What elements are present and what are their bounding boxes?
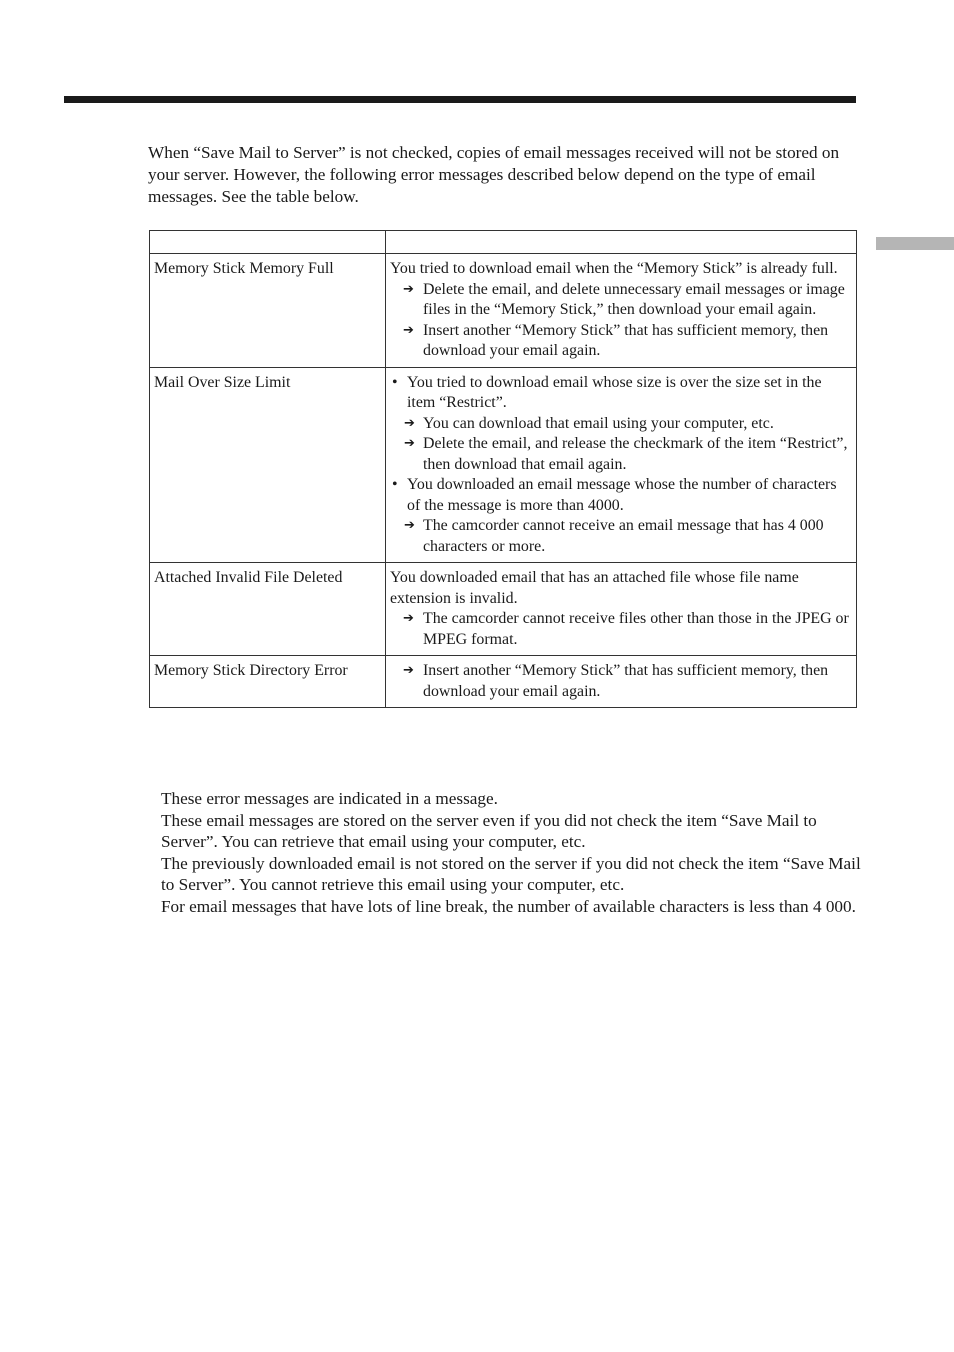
error-description-cell xyxy=(386,254,857,368)
note-item: For email messages that have lots of line break, the number of available characters is less than 4 000. xyxy=(161,896,856,916)
table-row xyxy=(150,563,857,656)
intro-paragraph: When “Save Mail to Server” is not checked, copies of email messages received will not be stored on your server. However, the following error messages described below depend on the type of email messages. See the table below. xyxy=(148,143,840,206)
remedy-text: Insert another “Memory Stick” that has sufficient memory, then download your email again. xyxy=(423,321,829,359)
description-text: You downloaded email that has an attached file whose file name extension is invalid. xyxy=(390,569,799,607)
table-row xyxy=(150,367,857,563)
error-message-cell: Memory Stick Directory Error xyxy=(150,656,386,708)
remedy-text: The camcorder cannot receive an email message that has 4 000 characters or more. xyxy=(423,517,824,555)
remedy-text: Insert another “Memory Stick” that has sufficient memory, then download your email again. xyxy=(423,662,829,700)
arrow-icon: ➔ xyxy=(404,415,415,431)
notes-section xyxy=(161,788,861,918)
cause-text: You downloaded an email message whose the number of characters of the message is more than 4000. xyxy=(407,476,837,514)
bullet-icon: • xyxy=(392,373,398,391)
arrow-icon: ➔ xyxy=(403,281,414,297)
error-message-cell: Attached Invalid File Deleted xyxy=(150,563,386,656)
remedy-item xyxy=(390,609,852,650)
remedy-item xyxy=(404,434,852,475)
bullet-icon: • xyxy=(392,476,398,493)
remedy-item xyxy=(390,661,852,702)
remedy-text: You can download that email using your computer, etc. xyxy=(423,414,774,432)
arrow-icon: ➔ xyxy=(403,322,414,338)
header-rule xyxy=(64,96,856,103)
table-header-row xyxy=(150,231,857,254)
error-message-cell: Memory Stick Memory Full xyxy=(150,254,386,368)
error-message-cell: Mail Over Size Limit xyxy=(150,367,386,563)
remedy-item xyxy=(404,516,852,557)
cause-text: You tried to download email whose size is over the size set in the item “Restrict”. xyxy=(407,373,822,411)
remedy-item xyxy=(390,280,852,321)
arrow-icon: ➔ xyxy=(403,611,414,626)
remedy-text: Delete the email, and delete unnecessary email messages or image files in the “Memory Stick,” then download your email again. xyxy=(423,280,845,318)
table-row xyxy=(150,254,857,368)
note-item: These error messages are indicated in a message. xyxy=(161,789,498,808)
cause-item xyxy=(390,373,852,476)
note-item: The previously downloaded email is not stored on the server if you did not check the item “Save Mail to Server”. You cannot retrieve this email using your computer, etc. xyxy=(161,853,861,895)
section-tab-marker xyxy=(876,237,954,250)
cause-item xyxy=(390,475,852,557)
header-cell-message xyxy=(150,231,386,254)
arrow-icon: ➔ xyxy=(404,436,415,451)
header-cell-description xyxy=(386,231,857,254)
remedy-text: The camcorder cannot receive files other than those in the JPEG or MPEG format. xyxy=(423,610,849,648)
remedy-item xyxy=(390,321,852,362)
remedy-item xyxy=(404,414,852,435)
description-text: You tried to download email when the “Memory Stick” is already full. xyxy=(390,260,838,277)
error-description-cell xyxy=(386,656,857,708)
error-table xyxy=(149,230,857,708)
note-item: These email messages are stored on the server even if you did not check the item “Save Mail to Server”. You can retrieve that email using your computer, etc. xyxy=(161,810,817,852)
arrow-icon: ➔ xyxy=(403,663,414,678)
arrow-icon: ➔ xyxy=(404,518,415,533)
error-description-cell xyxy=(386,563,857,656)
table-row xyxy=(150,656,857,708)
remedy-text: Delete the email, and release the checkmark of the item “Restrict”, then download that email again. xyxy=(423,435,848,473)
error-description-cell xyxy=(386,367,857,563)
